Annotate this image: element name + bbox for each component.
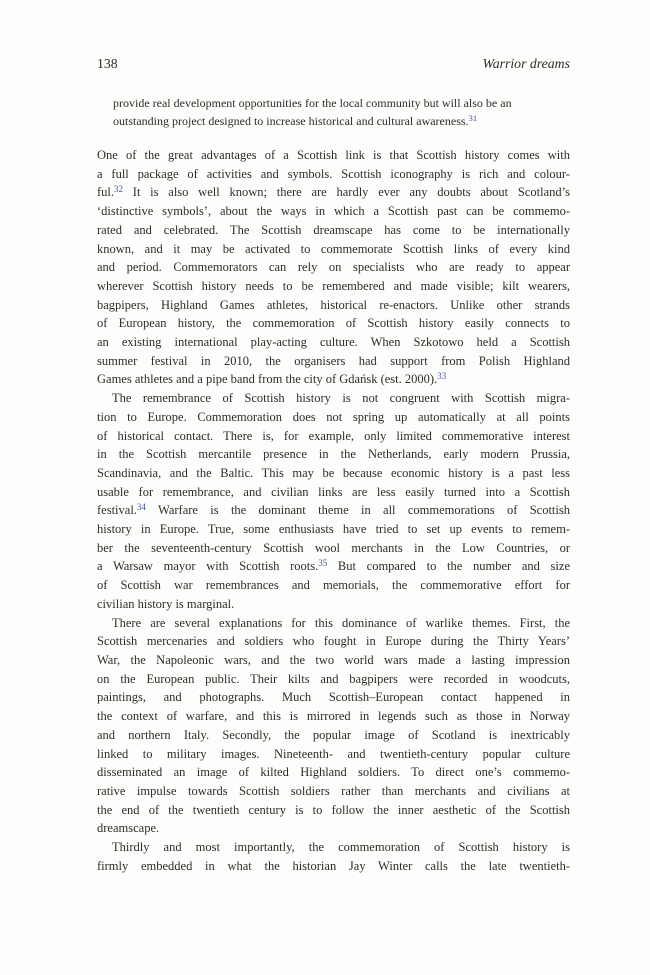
text-line: known, and it may be activated to commemorate Scottish links of every kind bbox=[97, 241, 570, 256]
text-line: One of the great advantages of a Scottish link is that Scottish history comes with bbox=[97, 148, 570, 162]
footnote-ref-35[interactable]: 35 bbox=[318, 558, 328, 569]
text-line: Scottish mercenaries and soldiers who fought in Europe during the Thirty Years’ bbox=[97, 634, 570, 649]
text-line: summer festival in 2010, the organisers had support from Polish Highland bbox=[97, 353, 570, 368]
text-line: dreamscape. bbox=[97, 821, 160, 836]
text-line: history in Europe. True, some enthusiasts have tried to set up events to remem- bbox=[97, 522, 570, 537]
text-line: Games athletes and a pipe band from the city of Gdańsk (est. 2000).$^{33}$ bbox=[97, 371, 447, 387]
body-text bbox=[97, 146, 570, 875]
text-line: The remembrance of Scottish history is not congruent with Scottish migra- bbox=[112, 391, 570, 406]
text-line: ‘distinctive symbols’, about the ways in which a Scottish past can be commemo- bbox=[97, 204, 570, 219]
text-line: ber the seventeenth-century Scottish wool merchants in the Low Countries, or bbox=[97, 540, 570, 555]
footnote-ref-34[interactable]: 34 bbox=[136, 502, 146, 513]
text-line: of Scottish war remembrances and memorials, the commemorative effort for bbox=[97, 578, 570, 593]
text-line: War, the Napoleonic wars, and the two world wars made a lasting impression bbox=[97, 652, 570, 667]
text-line: and period. Commemorators can rely on specialists who are ready to appear bbox=[97, 260, 570, 275]
text-line: a full package of activities and symbols. Scottish iconography is rich and colour- bbox=[97, 166, 570, 181]
text-line: an existing international play-acting culture. When Szkotowo held a Scottish bbox=[97, 335, 570, 350]
text-line: the end of the twentieth century is to follow the inner aesthetic of the Scottish bbox=[97, 802, 570, 817]
text-line: firmly embedded in what the historian Jay Winter calls the late twentieth- bbox=[97, 858, 570, 873]
text-line: festival.$^{34}$ Warfare is the dominant theme in all commemorations of Scottish bbox=[97, 502, 570, 518]
text-line: and northern Italy. Secondly, the popular image of Scotland is inextricably bbox=[97, 727, 570, 742]
text-line: of European history, the commemoration of Scottish history easily connects to bbox=[97, 316, 570, 331]
footnote-ref-31[interactable]: 31 bbox=[468, 112, 478, 123]
text-line: in the Scottish mercantile presence in the Netherlands, early modern Prussia, bbox=[97, 447, 570, 462]
page-number: 138 bbox=[97, 56, 118, 71]
text-line: rative impulse towards Scottish soldiers rather than merchants and civilians at bbox=[97, 783, 570, 798]
footnote-ref-33[interactable]: 33 bbox=[437, 371, 447, 382]
paragraph bbox=[97, 389, 570, 613]
text-line: There are several explanations for this dominance of warlike themes. First, the bbox=[112, 615, 570, 630]
text-line: bagpipers, Highland Games athletes, historical re-enactors. Unlike other strands bbox=[97, 297, 570, 312]
paragraph bbox=[97, 146, 570, 389]
block-quote bbox=[113, 95, 544, 130]
footnote-ref-32[interactable]: 32 bbox=[114, 184, 124, 195]
text-line: Thirdly and most importantly, the commemoration of Scottish history is bbox=[112, 840, 570, 855]
text-line: usable for remembrance, and civilian links are less easily turned into a Scottish bbox=[97, 484, 570, 499]
paragraph bbox=[97, 838, 570, 875]
page-header bbox=[97, 54, 570, 73]
paragraph bbox=[97, 614, 570, 838]
text-line: ful.$^{32}$ It is also well known; there are hardly ever any doubts about Scotland’s bbox=[97, 184, 570, 200]
text-line: provide real development opportunities for the local community but will also be an bbox=[113, 96, 512, 110]
text-line: the context of warfare, and this is mirrored in legends such as those in Norway bbox=[97, 709, 570, 724]
text-line: civilian history is marginal. bbox=[97, 596, 235, 611]
text-line: paintings, and photographs. Much Scottish–European contact happened in bbox=[97, 690, 570, 705]
text-line: outstanding project designed to increase historical and cultural awareness.$^{31}$ bbox=[113, 112, 478, 128]
text-line: tion to Europe. Commemoration does not spring up automatically at all points bbox=[97, 409, 570, 424]
text-line: wherever Scottish history needs to be remembered and made visible; kilt wearers, bbox=[97, 278, 570, 293]
text-line: rated and celebrated. The Scottish dreamscape has come to be internationally bbox=[97, 222, 570, 237]
text-line: Scandinavia, and the Baltic. This may be because economic history is a past less bbox=[97, 465, 570, 480]
text-line: on the European public. Their kilts and bagpipers were recorded in woodcuts, bbox=[97, 671, 570, 686]
text-line: of historical contact. There is, for example, only limited commemorative interest bbox=[97, 428, 570, 443]
running-head: Warrior dreams bbox=[482, 56, 570, 71]
text-line: linked to military images. Nineteenth- and twentieth-century popular culture bbox=[97, 746, 570, 761]
text-line: a Warsaw mayor with Scottish roots.$^{35}$ But compared to the number and size bbox=[97, 558, 570, 574]
text-line: disseminated an image of kilted Highland soldiers. To direct one’s commemo- bbox=[97, 765, 570, 780]
